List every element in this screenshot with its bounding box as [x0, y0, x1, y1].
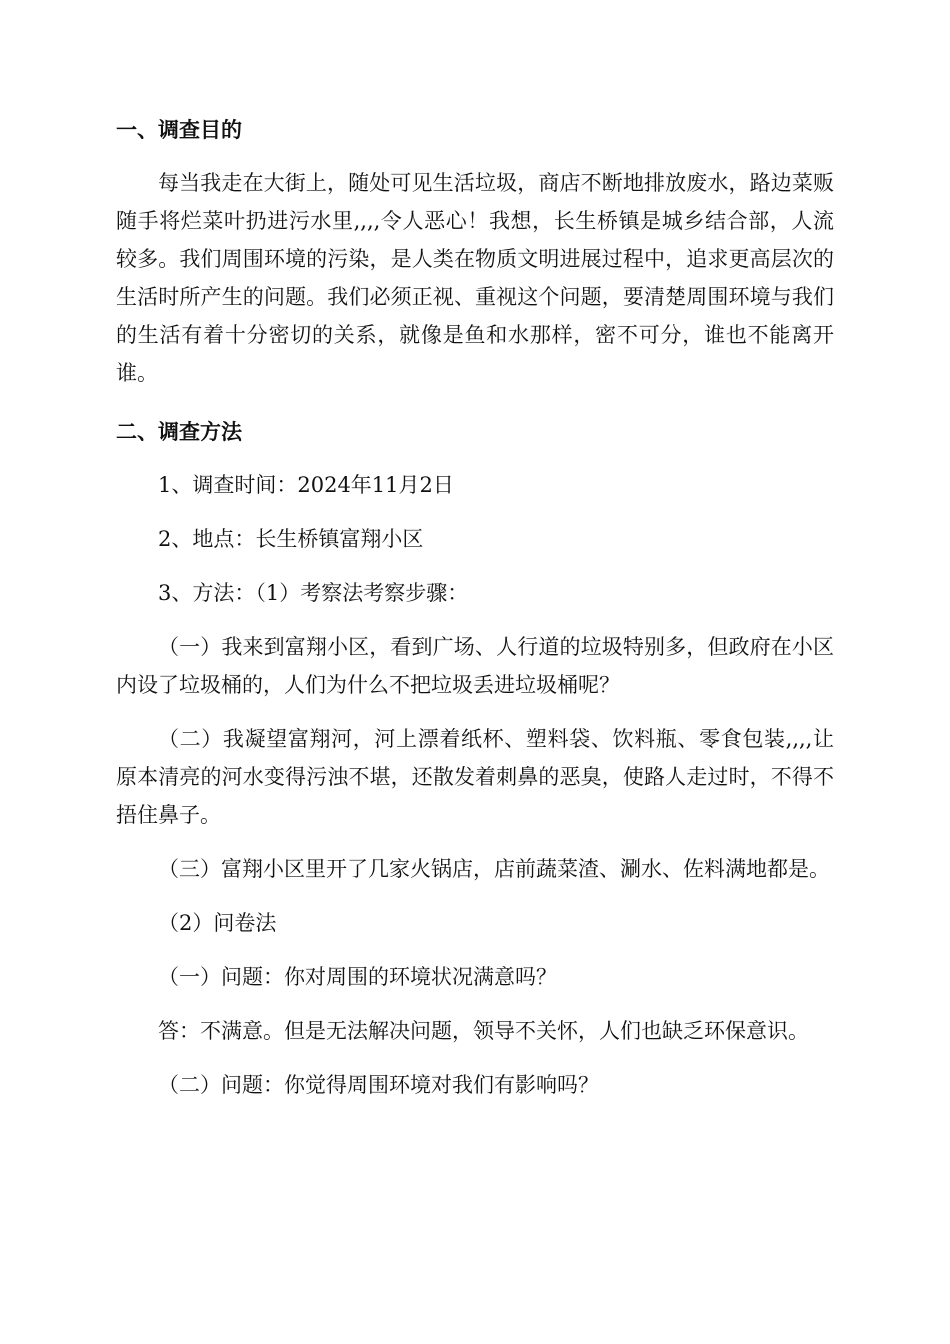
answer-1: 答：不满意。但是无法解决问题，领导不关怀，人们也缺乏环保意识。: [158, 1019, 809, 1043]
survey-time: 1、调查时间：2024年11月2日: [158, 473, 454, 497]
section-heading-purpose: 一、调查目的: [116, 118, 242, 142]
survey-method-questionnaire: （2）问卷法: [158, 911, 277, 935]
section-heading-method: 二、调查方法: [116, 420, 242, 444]
observation-step-2: （二）我凝望富翔河，河上漂着纸杯、塑料袋、饮料瓶、零食包装,,,,让原本清亮的河水变得污浊不堪，还散发着刺鼻的恶臭，使路人走过时，不得不捂住鼻子。: [116, 727, 834, 827]
survey-method-observation: 3、方法：（1）考察法考察步骤：: [158, 581, 469, 605]
survey-location: 2、地点：长生桥镇富翔小区: [158, 527, 424, 551]
document-body: [116, 112, 834, 1120]
question-1: （一）问题：你对周围的环境状况满意吗？: [158, 965, 557, 989]
question-2: （二）问题：你觉得周围环境对我们有影响吗？: [158, 1073, 599, 1097]
purpose-paragraph: 每当我走在大街上，随处可见生活垃圾，商店不断地排放废水，路边菜贩随手将烂菜叶扔进污水里,,,,令人恶心！我想，长生桥镇是城乡结合部，人流较多。我们周围环境的污染，是人类在物质文明进展过程中，追求更高层次的生活时所产生的问题。我们必须正视、重视这个问题，要清楚周围环境与我们的生活有着十分密切的关系，就像是鱼和水那样，密不可分，谁也不能离开谁。: [116, 171, 834, 385]
observation-step-3: （三）富翔小区里开了几家火锅店，店前蔬菜渣、涮水、佐料满地都是。: [158, 857, 830, 881]
observation-step-1: （一）我来到富翔小区，看到广场、人行道的垃圾特别多，但政府在小区内设了垃圾桶的，人们为什么不把垃圾丢进垃圾桶呢？: [116, 635, 834, 697]
